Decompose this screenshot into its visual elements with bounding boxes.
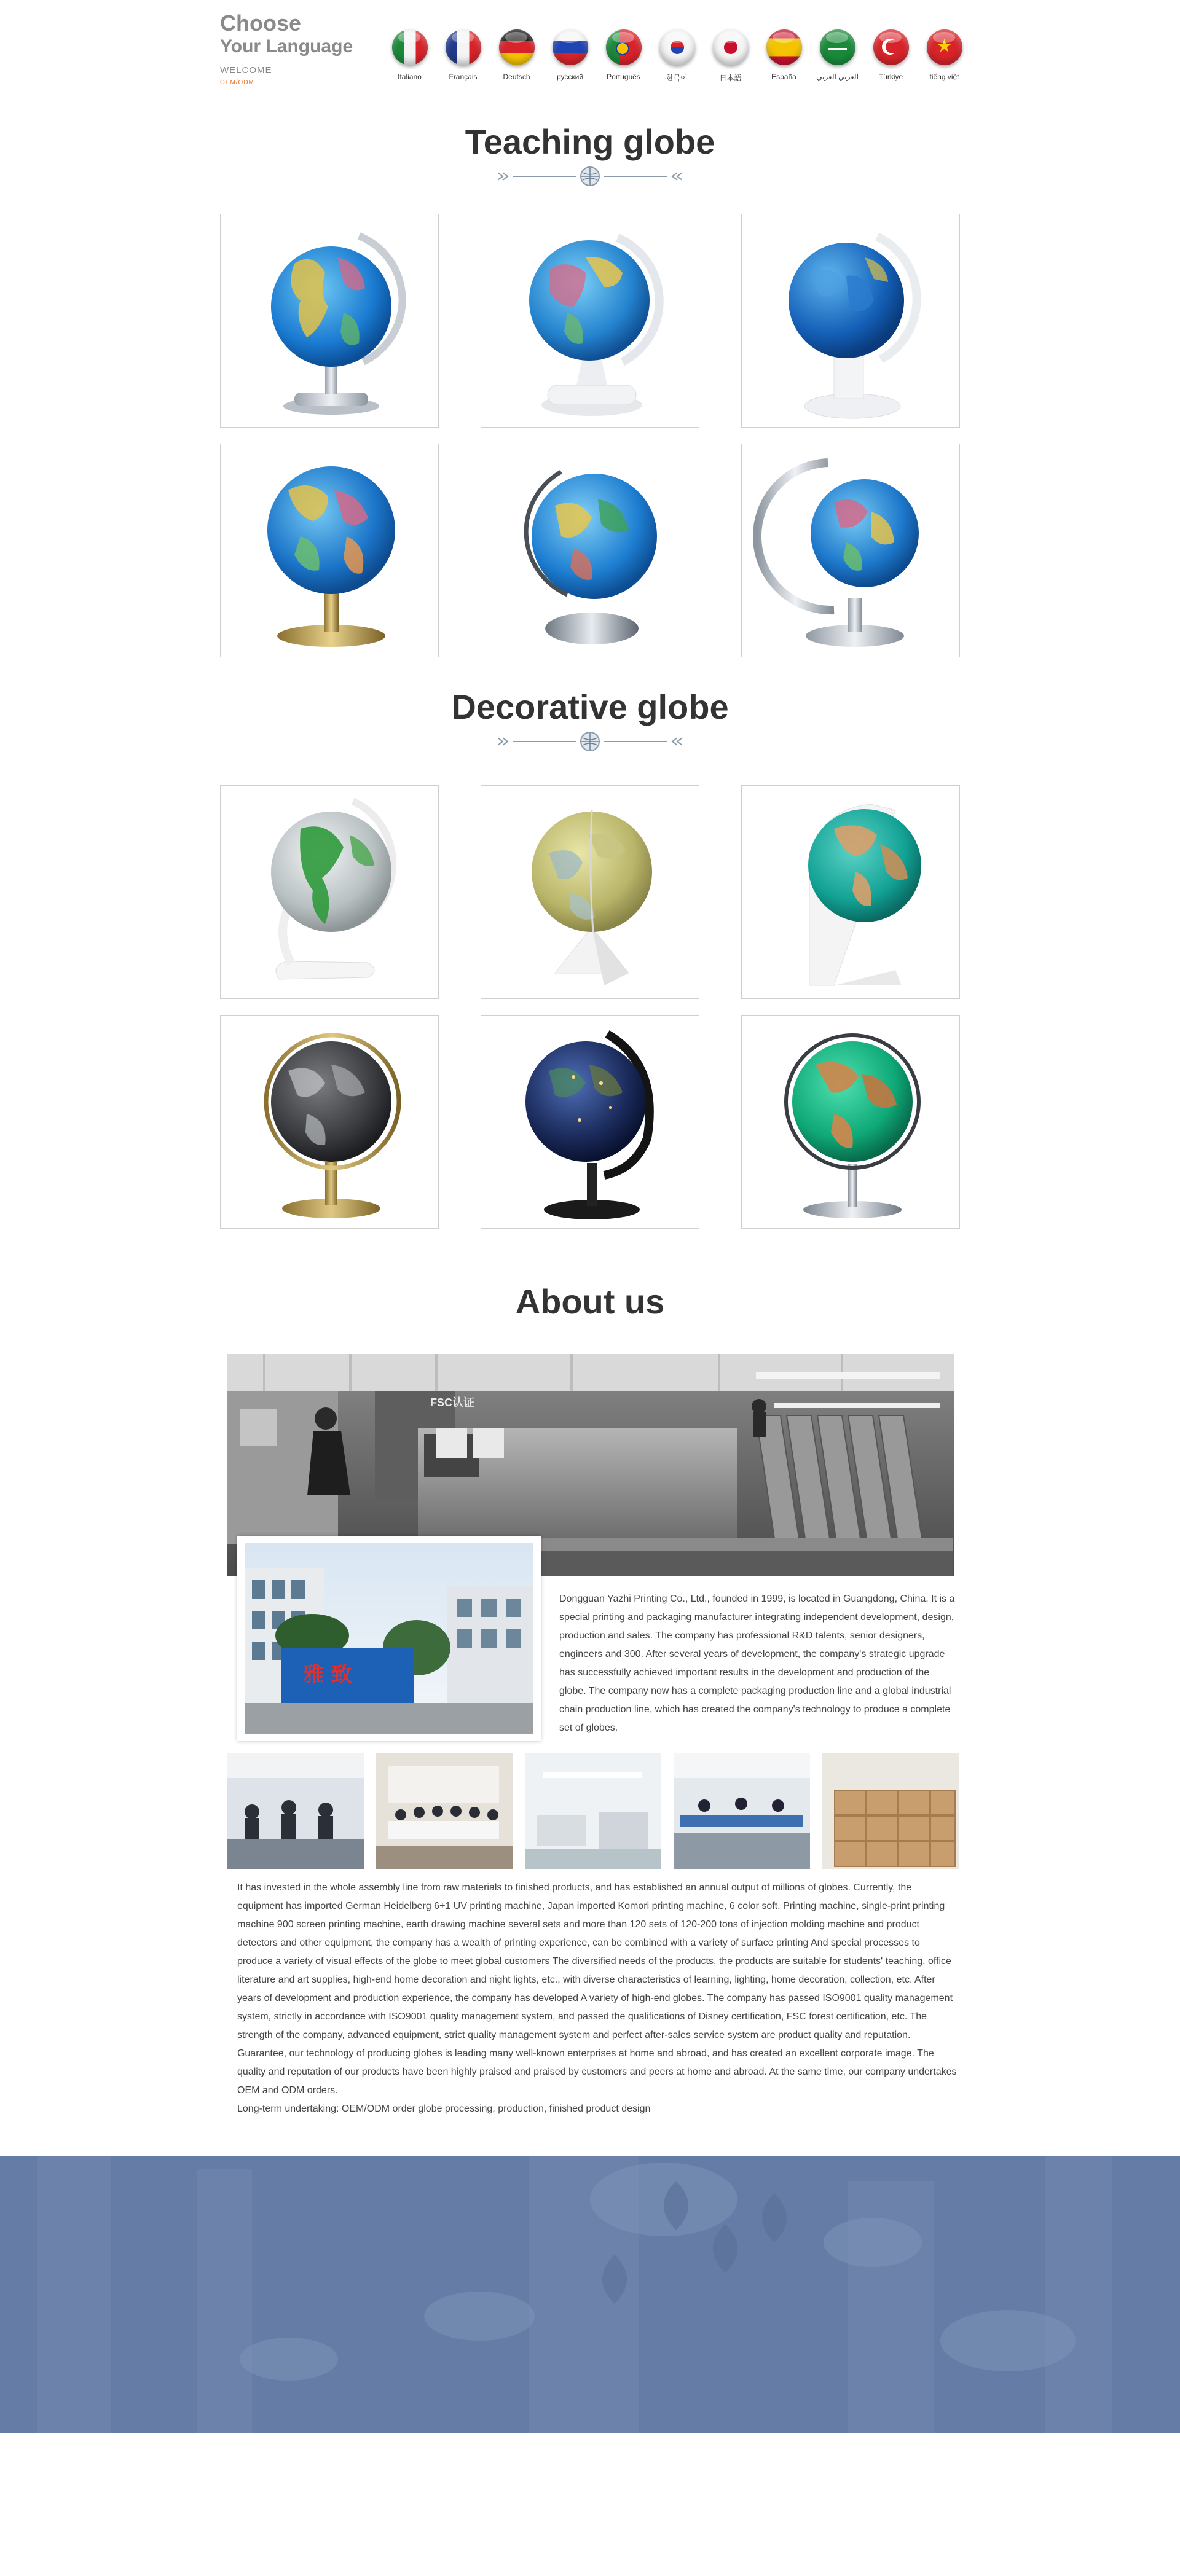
language-link-russian[interactable] [543, 29, 597, 83]
language-link-arabic[interactable] [811, 29, 864, 83]
product-card[interactable] [220, 1015, 439, 1229]
language-link-deutsch[interactable] [490, 29, 543, 83]
language-label: 日本語 [719, 74, 742, 82]
domain-text: OEM/ODM [220, 79, 254, 86]
office-building-image [245, 1543, 533, 1734]
language-label: русский [556, 72, 584, 81]
welcome-text: WELCOME [220, 65, 272, 76]
decorative-globe-grid [220, 785, 960, 1229]
globe-product-image [221, 444, 438, 657]
language-link-japanese[interactable] [704, 29, 757, 83]
about-photo-strip [227, 1753, 959, 1869]
korea-flag-icon [659, 29, 695, 65]
globe-product-image [481, 1016, 699, 1228]
section-divider-icon [498, 166, 682, 187]
language-flags [383, 29, 971, 83]
office-building-photo [237, 1536, 541, 1741]
product-card[interactable] [220, 444, 439, 657]
product-card[interactable] [741, 785, 960, 999]
language-link-francais[interactable] [436, 29, 490, 83]
language-link-italiano[interactable] [383, 29, 436, 83]
product-card[interactable] [741, 444, 960, 657]
assembly-line-photo [674, 1753, 810, 1869]
teaching-globe-grid [220, 214, 960, 657]
office-sign-text: 雅 致 [303, 1662, 352, 1687]
teaching-globe-title: Teaching globe [465, 122, 715, 161]
russia-flag-icon [553, 29, 588, 65]
section-divider-icon [498, 731, 682, 752]
language-link-portugues[interactable] [597, 29, 650, 83]
warehouse-boxes-photo [822, 1753, 959, 1869]
about-us-title: About us [515, 1282, 665, 1321]
globe-product-image [481, 214, 699, 427]
factory-sign-text: FSC认证 [430, 1396, 474, 1409]
language-label: tiếng việt [929, 72, 959, 81]
meeting-room-photo [376, 1753, 513, 1869]
globe-product-image [742, 1016, 959, 1228]
decorative-globe-title: Decorative globe [451, 687, 729, 726]
product-card[interactable] [481, 214, 699, 428]
product-card[interactable] [741, 1015, 960, 1229]
globe-product-image [221, 214, 438, 427]
choose-text: Choose [220, 10, 302, 36]
vietnam-flag-icon [927, 29, 962, 65]
product-card[interactable] [741, 214, 960, 428]
language-link-turkiye[interactable] [864, 29, 918, 83]
long-term-undertaking-text: Long-term undertaking: OEM/ODM order globe processing, production, finished product design [237, 2104, 651, 2114]
language-link-korean[interactable] [650, 29, 704, 83]
language-label: Deutsch [503, 72, 530, 81]
globe-product-image [221, 1016, 438, 1228]
about-body-text [237, 1879, 958, 2118]
language-selector [220, 11, 958, 97]
product-card[interactable] [220, 785, 439, 999]
decorative-banner [0, 2156, 1180, 2433]
globe-product-image [481, 444, 699, 657]
globe-product-image [221, 786, 438, 998]
banner-background-image [0, 2156, 1180, 2433]
language-label: 한국어 [666, 74, 688, 82]
italy-flag-icon [392, 29, 428, 65]
language-title [220, 11, 353, 86]
france-flag-icon [446, 29, 481, 65]
product-card[interactable] [481, 1015, 699, 1229]
japan-flag-icon [713, 29, 749, 65]
saudi-arabia-flag-icon [820, 29, 856, 65]
your-language-text: Your Language [220, 36, 353, 57]
product-card[interactable] [220, 214, 439, 428]
office-workers-photo [227, 1753, 364, 1869]
about-body-paragraph: It has invested in the whole assembly line from raw materials to finished products, and has established an annual output of millions of globes. Currently, the equipment has imported German Heidelberg 6+1 UV printing machine, Japan imported Komori printing machine, 6 color soft. Printing machine, single-print printing machine 900 screen printing machine, earth drawing machine several sets and more than 120 sets of 120-200 tons of injection molding machine and product detectors and other equipment, the company has a wealth of printing experience, can be combined with a variety of surface printing And special processes to produce a variety of visual effects of the globe to meet global customers The diversified needs of the products, the products are suitable for students' teaching, office literature and art supplies, high-end home decoration and night lights, etc., with diverse characteristics of learning, lighting, home decoration, collection, etc. After years of development and production experience, the company has developed A variety of high-end globes. The company has passed ISO9001 quality management system, strictly in accordance with ISO9001 quality management system, and passed the qualifications of Disney certification, FSC forest certification, etc. The strength of the company, advanced equipment, strict quality management system and perfect after-sales service system are product quality and reputation. Guarantee, our technology of producing globes is leading many well-known enterprises at home and abroad, and has created an excellent corporate image. The quality and reputation of our products have been highly praised and praised by customers and peers at home and abroad. At the same time, our company undertakes OEM and ODM orders. [237, 1882, 957, 2096]
language-label: Français [449, 72, 478, 81]
globe-product-image [742, 214, 959, 427]
language-link-espana[interactable] [757, 29, 811, 83]
language-label: Português [607, 72, 640, 81]
language-label: العربي العربي [816, 72, 859, 81]
language-label: Italiano [398, 72, 422, 81]
spain-flag-icon [766, 29, 802, 65]
language-label: Türkiye [878, 72, 903, 81]
product-card[interactable] [481, 444, 699, 657]
globe-product-image [742, 444, 959, 657]
language-link-vietnamese[interactable] [918, 29, 971, 83]
language-label: España [771, 72, 796, 81]
globe-product-image [742, 786, 959, 998]
clean-workshop-photo [525, 1753, 661, 1869]
germany-flag-icon [499, 29, 535, 65]
turkey-flag-icon [873, 29, 909, 65]
globe-product-image [481, 786, 699, 998]
portugal-flag-icon [606, 29, 642, 65]
product-card[interactable] [481, 785, 699, 999]
about-intro-text: Dongguan Yazhi Printing Co., Ltd., founded in 1999, is located in Guangdong, China. It is a special printing and packaging manufacturer integrating independent development, design, production and sales. The company has professional R&D talents, senior designers, engineers and 300. After several years of development, the company's strategic upgrade has successfully achieved important results in the development and production of the globe. The company now has a complete packaging production line and a global industrial chain production line, which has created the company's technology to produce a complete set of globes. [559, 1594, 955, 1733]
